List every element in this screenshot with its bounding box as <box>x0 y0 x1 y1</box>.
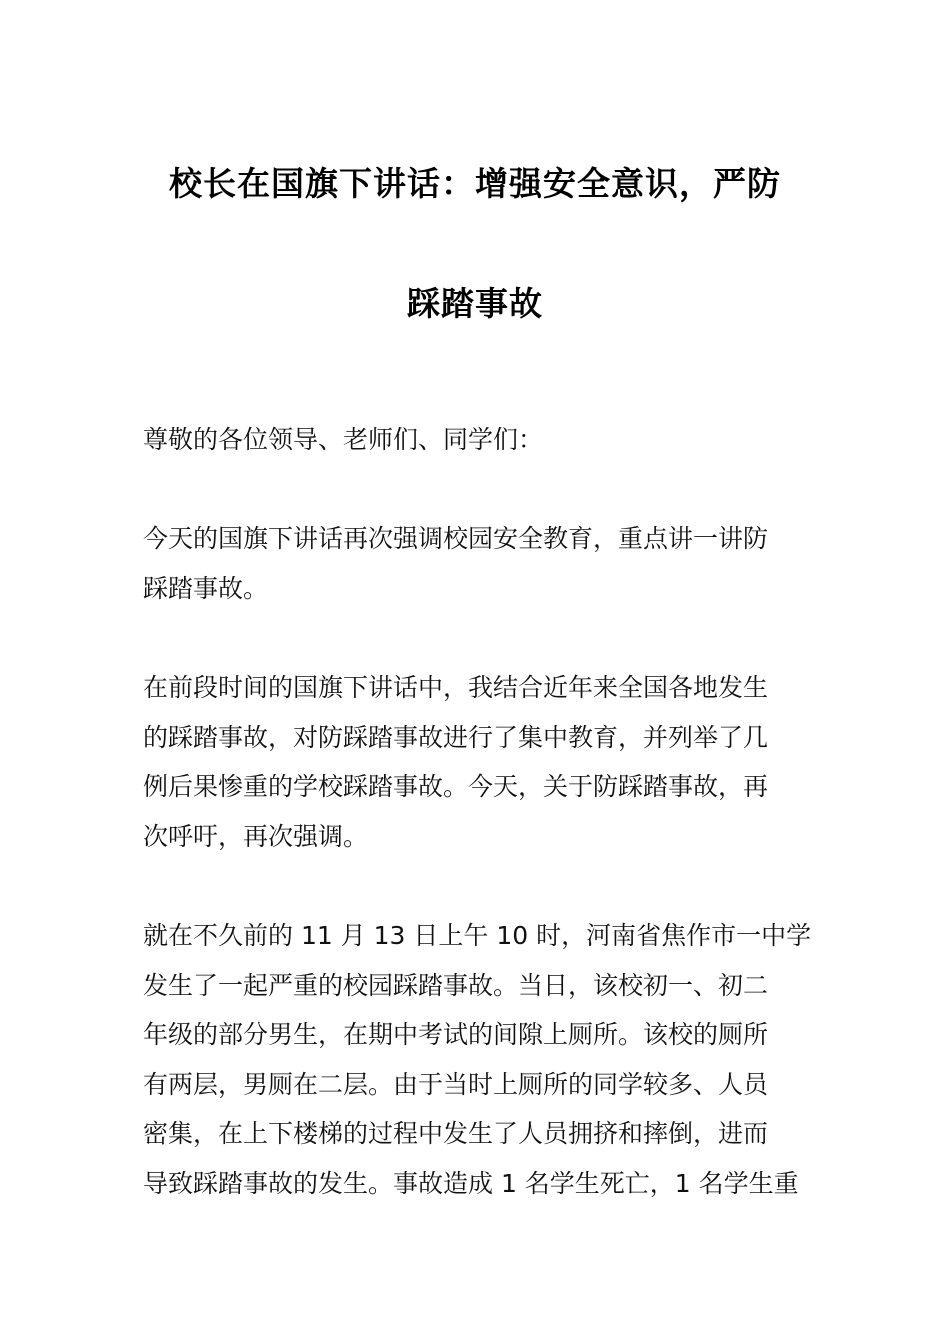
paragraph-line: 密集，在上下楼梯的过程中发生了人员拥挤和摔倒，进而 <box>143 1119 769 1148</box>
document-title-line-1: 校长在国旗下讲话：增强安全意识，严防 <box>169 164 781 203</box>
paragraph-line: 次呼吁，再次强调。 <box>143 821 369 851</box>
paragraph-line: 踩踏事故。 <box>143 573 269 603</box>
paragraph-line: 例后果惨重的学校踩踏事故。今天，关于防踩踏事故，再 <box>143 772 769 801</box>
paragraph-intro <box>143 514 808 613</box>
paragraph-line: 的踩踏事故，对防踩踏事故进行了集中教育，并列举了几 <box>143 722 769 752</box>
paragraph-line: 就在不久前的 11 月 13 日上午 10 时，河南省焦作市一中学 <box>143 921 812 950</box>
paragraph-line: 导致踩踏事故的发生。事故造成 1 名学生死亡，1 名学生重 <box>143 1168 799 1198</box>
paragraph-line: 今天的国旗下讲话再次强调校园安全教育，重点讲一讲防 <box>143 524 769 553</box>
paragraph-incident <box>143 911 812 1208</box>
paragraph-salutation <box>143 415 808 465</box>
document-title-line-2: 踩踏事故 <box>407 284 543 323</box>
paragraph-line: 有两层，男厕在二层。由于当时上厕所的同学较多、人员 <box>143 1069 769 1099</box>
paragraph-line: 年级的部分男生，在期中考试的间隙上厕所。该校的厕所 <box>143 1020 769 1049</box>
paragraph-previous-talk <box>143 663 808 861</box>
paragraph-line: 在前段时间的国旗下讲话中，我结合近年来全国各地发生 <box>143 673 769 702</box>
paragraph-line: 尊敬的各位领导、老师们、同学们： <box>143 425 544 454</box>
paragraph-line: 发生了一起严重的校园踩踏事故。当日，该校初一、初二 <box>143 970 769 1000</box>
